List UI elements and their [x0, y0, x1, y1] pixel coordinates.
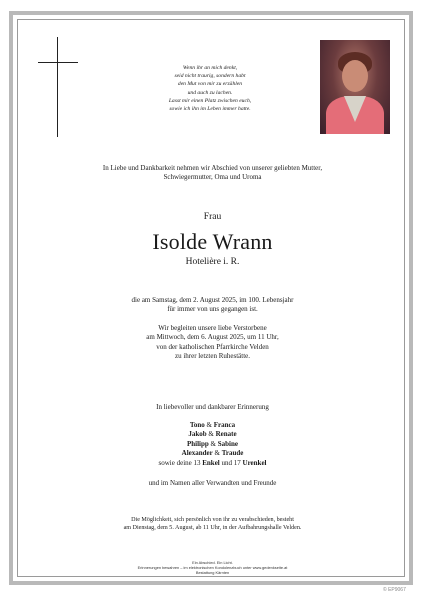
- footer-line: Erinnerungen bewahren – im elektronischen Kondolenzbuch unter www.gedenkseite.at: [137, 564, 288, 570]
- memory-line: In liebevoller und dankbarer Erinnerung: [156, 403, 269, 411]
- funeral-line: am Mittwoch, dem 6. August 2025, um 11 Uhr,: [146, 333, 279, 342]
- farewell-line: am Dienstag, dem 5. August, ab 11 Uhr, in der Aufbahrungshalle Velden.: [123, 525, 302, 532]
- death-line: die am Samstag, dem 2. August 2025, im 100. Lebensjahr: [131, 296, 294, 304]
- funeral-notice: [20, 324, 405, 362]
- funeral-line: Wir begleiten unsere liebe Verstorbene: [158, 324, 267, 332]
- mourners-list: [20, 421, 405, 468]
- footer-line: Ein Abschied. Ein Licht.: [192, 560, 233, 565]
- grandchildren-line: sowie deine 13 Enkel und 17 Urenkel: [158, 458, 267, 467]
- death-line: für immer von uns gegangen ist.: [167, 305, 258, 314]
- mourner-couple: Alexander & Traude: [181, 449, 244, 458]
- footer-line: Bestattung Kärnten: [195, 569, 230, 575]
- intro-text: [20, 164, 405, 183]
- poem-line: Lasst mir einen Platz zwischen euch,: [168, 97, 252, 104]
- poem-line: den Mut von mir zu erzählen: [177, 81, 243, 88]
- salutation: Frau: [203, 212, 222, 222]
- funeral-line: zu ihrer letzten Ruhestätte.: [174, 352, 251, 361]
- portrait-photo: [320, 40, 390, 134]
- deceased-name: Isolde Wrann: [152, 229, 273, 254]
- funeral-line: von der katholischen Pfarrkirche Velden: [156, 342, 269, 351]
- farewell-line: Die Möglichkeit, sich persönlich von ihr zu verabschieden, besteht: [131, 517, 294, 523]
- farewell-notice: [20, 516, 405, 532]
- mourner-couple: Tono & Franca: [189, 421, 236, 429]
- poem-line: Wenn ihr an mich denkt,: [182, 65, 238, 71]
- death-notice: [20, 296, 405, 315]
- relatives-line: und im Namen aller Verwandten und Freunde: [148, 479, 277, 487]
- poem-line: seid nicht traurig, sondern habt: [174, 73, 246, 80]
- intro-line: Schwiegermutter, Oma und Uroma: [163, 173, 262, 182]
- mourner-couple: Philipp & Sabine: [187, 439, 238, 448]
- mourner-couple: Jakob & Renate: [188, 430, 237, 439]
- poem-line: sowie ich ihn im Leben immer hatte.: [169, 106, 251, 113]
- poem-line: und auch zu lachen.: [187, 89, 233, 96]
- watermark: © EP9067: [383, 587, 406, 593]
- poem: [120, 64, 300, 113]
- deceased-title: Hotelière i. R.: [185, 257, 240, 267]
- footer: [20, 561, 405, 575]
- intro-line: In Liebe und Dankbarkeit nehmen wir Abschied von unserer geliebten Mutter,: [102, 164, 323, 172]
